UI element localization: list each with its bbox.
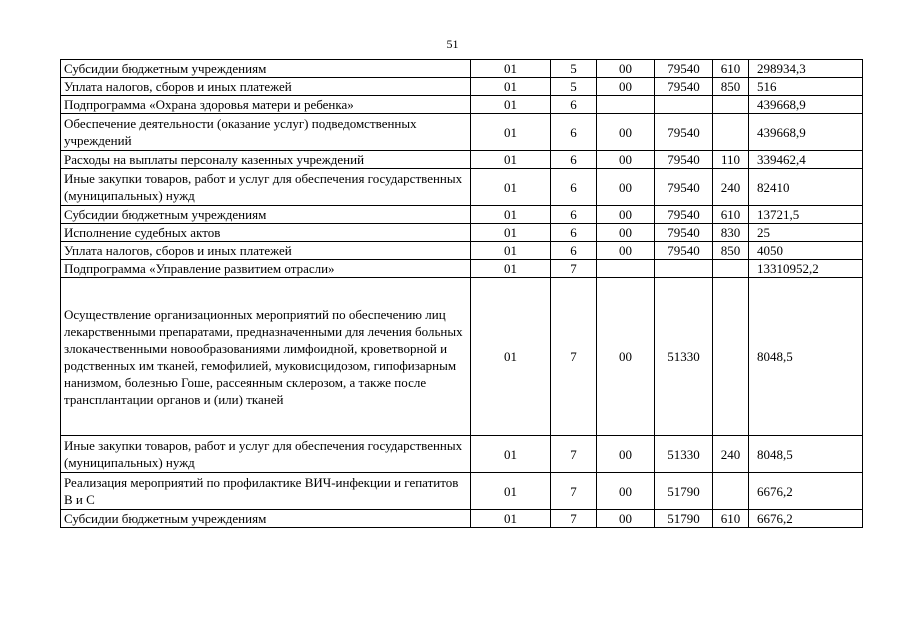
row-name: Расходы на выплаты персоналу казенных учреждений — [61, 151, 471, 169]
row-code-2: 6 — [551, 114, 597, 151]
row-code-4: 79540 — [655, 151, 713, 169]
row-code-5 — [713, 96, 749, 114]
row-code-2: 7 — [551, 510, 597, 528]
table-row — [61, 96, 863, 114]
row-code-4: 51330 — [655, 278, 713, 436]
row-code-5: 610 — [713, 60, 749, 78]
row-code-5: 610 — [713, 206, 749, 224]
row-code-3: 00 — [597, 224, 655, 242]
row-code-2: 7 — [551, 278, 597, 436]
row-code-5: 610 — [713, 510, 749, 528]
row-sum: 8048,5 — [749, 436, 863, 473]
row-code-4: 51790 — [655, 510, 713, 528]
row-code-5 — [713, 473, 749, 510]
row-code-1: 01 — [471, 224, 551, 242]
row-sum: 439668,9 — [749, 114, 863, 151]
row-sum: 516 — [749, 78, 863, 96]
row-sum: 4050 — [749, 242, 863, 260]
row-code-1: 01 — [471, 473, 551, 510]
row-sum: 8048,5 — [749, 278, 863, 436]
row-code-4: 79540 — [655, 78, 713, 96]
row-code-3: 00 — [597, 473, 655, 510]
row-name: Обеспечение деятельности (оказание услуг) подведомственных учреждений — [61, 114, 471, 151]
row-code-1: 01 — [471, 169, 551, 206]
row-code-4: 51330 — [655, 436, 713, 473]
row-name: Субсидии бюджетным учреждениям — [61, 60, 471, 78]
row-code-2: 7 — [551, 260, 597, 278]
row-code-3 — [597, 96, 655, 114]
row-name: Субсидии бюджетным учреждениям — [61, 206, 471, 224]
row-code-3: 00 — [597, 510, 655, 528]
row-code-4: 79540 — [655, 114, 713, 151]
row-sum: 6676,2 — [749, 510, 863, 528]
row-code-2: 6 — [551, 206, 597, 224]
page-number: 51 — [446, 37, 459, 51]
row-code-3: 00 — [597, 169, 655, 206]
row-code-1: 01 — [471, 436, 551, 473]
row-code-4 — [655, 260, 713, 278]
row-code-1: 01 — [471, 206, 551, 224]
row-name: Уплата налогов, сборов и иных платежей — [61, 78, 471, 96]
row-code-1: 01 — [471, 78, 551, 96]
row-code-5 — [713, 114, 749, 151]
row-code-5: 110 — [713, 151, 749, 169]
row-name: Иные закупки товаров, работ и услуг для обеспечения государственных (муниципальных) нужд — [61, 169, 471, 206]
row-code-1: 01 — [471, 278, 551, 436]
row-code-5 — [713, 260, 749, 278]
row-code-1: 01 — [471, 114, 551, 151]
row-code-1: 01 — [471, 260, 551, 278]
row-code-4: 51790 — [655, 473, 713, 510]
row-name: Иные закупки товаров, работ и услуг для обеспечения государственных (муниципальных) нужд — [61, 436, 471, 473]
row-code-2: 6 — [551, 151, 597, 169]
row-code-3: 00 — [597, 436, 655, 473]
row-code-2: 6 — [551, 242, 597, 260]
row-code-5: 240 — [713, 169, 749, 206]
row-sum: 82410 — [749, 169, 863, 206]
row-code-2: 7 — [551, 473, 597, 510]
row-code-4: 79540 — [655, 242, 713, 260]
table-row — [61, 224, 863, 242]
row-code-2: 7 — [551, 436, 597, 473]
table-row — [61, 473, 863, 510]
table-row — [61, 151, 863, 169]
row-code-3: 00 — [597, 114, 655, 151]
row-code-4: 79540 — [655, 206, 713, 224]
row-code-5 — [713, 278, 749, 436]
table-row — [61, 169, 863, 206]
row-sum: 6676,2 — [749, 473, 863, 510]
row-sum: 439668,9 — [749, 96, 863, 114]
row-sum: 13721,5 — [749, 206, 863, 224]
row-code-1: 01 — [471, 96, 551, 114]
table-row — [61, 114, 863, 151]
row-code-2: 6 — [551, 224, 597, 242]
table-row — [61, 60, 863, 78]
row-code-4: 79540 — [655, 224, 713, 242]
row-name: Уплата налогов, сборов и иных платежей — [61, 242, 471, 260]
row-name: Исполнение судебных актов — [61, 224, 471, 242]
row-name: Осуществление организационных мероприятий по обеспечению лиц лекарственными препаратами, предназначенными для лечения больных злокачественными новообразованиями лимфоидной, кроветворной и родственных им тканей, гемофилией, муковисцидозом, гипофизарным нанизмом, болезнью Гоше, рассеянным склерозом, а также после трансплантации органов и (или) тканей — [61, 278, 471, 436]
row-code-4: 79540 — [655, 60, 713, 78]
row-code-5: 850 — [713, 242, 749, 260]
row-code-5: 830 — [713, 224, 749, 242]
row-code-3: 00 — [597, 78, 655, 96]
row-code-1: 01 — [471, 151, 551, 169]
row-code-5: 240 — [713, 436, 749, 473]
row-code-2: 6 — [551, 169, 597, 206]
budget-table — [60, 59, 863, 528]
row-code-1: 01 — [471, 60, 551, 78]
table-row — [61, 278, 863, 436]
row-sum: 25 — [749, 224, 863, 242]
row-sum: 13310952,2 — [749, 260, 863, 278]
row-code-2: 6 — [551, 96, 597, 114]
row-name: Субсидии бюджетным учреждениям — [61, 510, 471, 528]
row-sum: 298934,3 — [749, 60, 863, 78]
row-name: Подпрограмма «Охрана здоровья матери и ребенка» — [61, 96, 471, 114]
row-code-2: 5 — [551, 60, 597, 78]
row-code-3: 00 — [597, 242, 655, 260]
table-row — [61, 436, 863, 473]
table-row — [61, 78, 863, 96]
row-name: Подпрограмма «Управление развитием отрасли» — [61, 260, 471, 278]
row-code-2: 5 — [551, 78, 597, 96]
table-row — [61, 510, 863, 528]
table-row — [61, 242, 863, 260]
table-row — [61, 206, 863, 224]
table-row — [61, 260, 863, 278]
row-code-3: 00 — [597, 206, 655, 224]
row-code-1: 01 — [471, 510, 551, 528]
row-code-5: 850 — [713, 78, 749, 96]
row-sum: 339462,4 — [749, 151, 863, 169]
row-code-1: 01 — [471, 242, 551, 260]
row-code-4: 79540 — [655, 169, 713, 206]
row-code-3: 00 — [597, 60, 655, 78]
row-code-3: 00 — [597, 278, 655, 436]
row-name: Реализация мероприятий по профилактике ВИЧ-инфекции и гепатитов В и С — [61, 473, 471, 510]
row-code-3 — [597, 260, 655, 278]
row-code-3: 00 — [597, 151, 655, 169]
row-code-4 — [655, 96, 713, 114]
